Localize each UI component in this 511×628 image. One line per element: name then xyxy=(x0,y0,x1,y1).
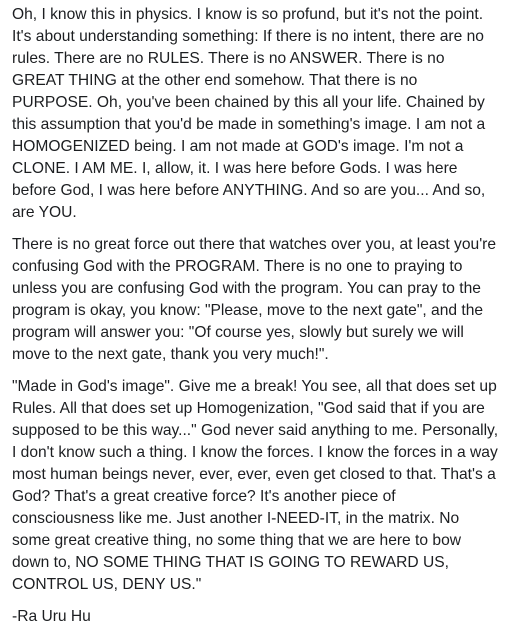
paragraph-3: "Made in God's image". Give me a break! You see, all that does set up Rules. All that does set up Homogenization, "God said that if you are supposed to be this way..." God never said anything to me. Personally, I don't know such a thing. I know the forces. I know the forces in a way most human beings never, ever, ever, even get closed to that. That's a God? That's a great creative force? It's another piece of consciousness like me. Just another I-NEED-IT, in the matrix. No some great creative thing, no some thing that we are here to bow down to, NO SOME THING THAT IS GOING TO REWARD US, CONTROL US, DENY US." xyxy=(12,378,499,593)
paragraph-2: There is no great force out there that watches over you, at least you're confusing God with the PROGRAM. There is no one to praying to unless you are confusing God with the program. You can pray to the program is okay, you know: "Please, move to the next gate", and the program will answer you: "Of course yes, slowly but surely we will move to the next gate, thank you very much!". xyxy=(12,236,497,363)
paragraph-1: Oh, I know this in physics. I know is so profund, but it's not the point. It's about understanding something: If there is no intent, there are no rules. There are no RULES. There is no ANSWER. There is no GREAT THING at the other end somehow. That there is no PURPOSE. Oh, you've been chained by this all your life. Chained by this assumption that you'd be made in something's image. I am not a HOMOGENIZED being. I am not made at GOD's image. I'm not a CLONE. I AM ME. I, allow, it. I was here before Gods. I was here before God, I was here before ANYTHING. And so are you... And so, are YOU. xyxy=(12,6,486,221)
signature: -Ra Uru Hu xyxy=(12,608,91,625)
